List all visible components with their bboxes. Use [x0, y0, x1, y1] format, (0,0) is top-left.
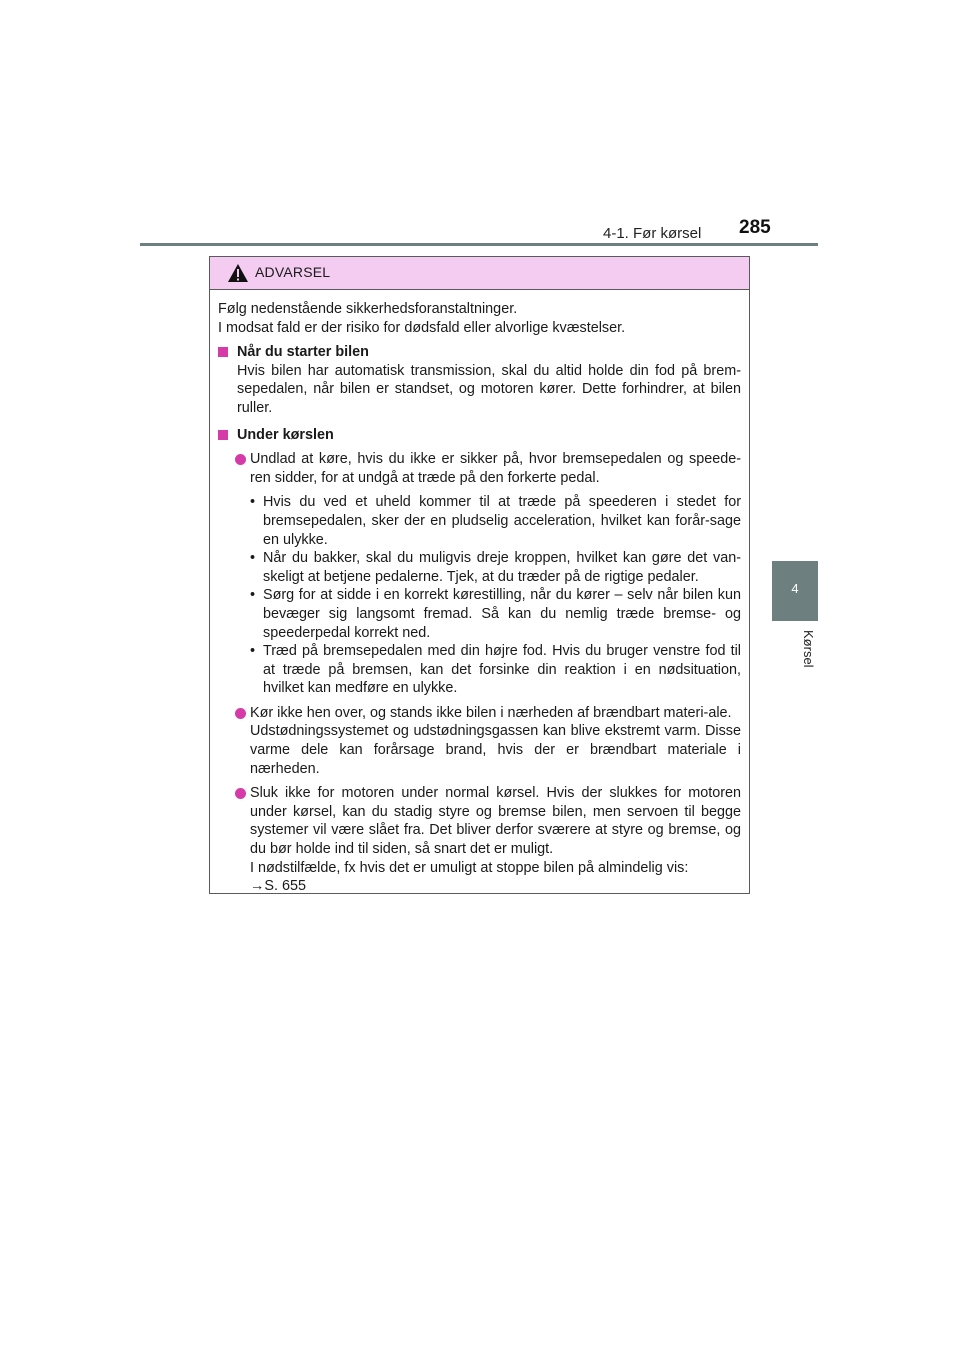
section-text-starting: Hvis bilen har automatisk transmission, skal du altid holde din fod på brem-sepedalen, når bilen er standset, og motoren kører. Dette forhindrer, at bilen ruller.: [237, 362, 741, 416]
warning-box: [209, 256, 750, 894]
intro-line-2: I modsat fald er der risiko for dødsfald eller alvorlige kvæstelser.: [218, 319, 626, 336]
chapter-number: 4: [791, 581, 799, 596]
list-item-text: Sluk ikke for motoren under normal kørsel. Hvis der slukkes for motoren under kørsel, kan du stadig styre og bremse bilen, men servoen til begge systemer vil være slået fra. Det bliver derfor sværere at styre og bremse, og du bør holde ind til siden, så snart det er muligt.: [250, 785, 741, 858]
section-heading-text: Når du starter bilen: [237, 344, 369, 361]
sub-bullet-item: • Når du bakker, skal du muligvis dreje kroppen, hvilket kan gøre det van-skeligt at betjene pedalerne. Tjek, at du træder på de rigtige pedaler.: [250, 550, 741, 585]
list-item-text: Udstødningssystemet og udstødningsgassen kan blive ekstremt varm. Disse varme dele kan forårsage brand, hvis der er brændbart materiale i nærheden.: [250, 723, 741, 777]
sub-bullet-text: Sørg for at sidde i en korrekt kørestilling, når du kører – selv når bilen kun bevæger sig langsomt fremad. Så kan du nemlig træde bremse- og speederpedal korrekt ned.: [263, 587, 741, 641]
intro-line-1: Følg nedenstående sikkerhedsforanstaltninger.: [218, 301, 518, 317]
chapter-tab: [772, 561, 818, 621]
sub-bullet-text: Træd på bremsepedalen med din højre fod. Hvis du bruger venstre fod til at træde på bremsen, kan det forsinke din reaktion i en nødsituation, hvilket kan medføre en ulykke.: [263, 643, 741, 697]
section-label: 4-1. Før kørsel: [603, 225, 702, 242]
list-item: [218, 704, 741, 778]
chapter-label: Kørsel: [801, 630, 816, 668]
sub-bullet-item: • Hvis du ved et uheld kommer til at træde på speederen i stedet for bremsepedalen, sker der en pludselig acceleration, hvilket kan forår-sage en ulykke.: [250, 494, 741, 548]
circle-bullet-icon: [235, 708, 246, 719]
section-heading-text: Under kørslen: [237, 426, 334, 443]
sub-bullet-item: • Sørg for at sidde i en korrekt kørestilling, når du kører – selv når bilen kun bevæger sig langsomt fremad. Så kan du nemlig træde bremse- og speederpedal korrekt ned.: [250, 587, 741, 641]
list-item: [218, 784, 741, 896]
page-reference-link[interactable]: →S. 655: [250, 878, 306, 895]
square-bullet-icon: [218, 430, 228, 440]
list-item-text: Kør ikke hen over, og stands ikke bilen i nærheden af brændbart materi-ale.: [250, 704, 732, 721]
circle-bullet-icon: [235, 788, 246, 799]
list-item: [218, 450, 741, 487]
warning-triangle-icon: [227, 263, 249, 283]
section-heading-driving: [218, 426, 741, 445]
sub-bullet-item: • Træd på bremsepedalen med din højre fod. Hvis du bruger venstre fod til at træde på bremsen, kan det forsinke din reaktion i en nødsituation, hvilket kan medføre en ulykke.: [250, 643, 741, 697]
circle-bullet-icon: [235, 454, 246, 465]
square-bullet-icon: [218, 347, 228, 357]
warning-intro: [218, 300, 741, 337]
sub-bullet-list: [218, 493, 741, 698]
section-heading-starting: [218, 343, 741, 362]
warning-title: ADVARSEL: [255, 264, 331, 280]
warning-content: [210, 290, 749, 896]
page-number: 285: [739, 217, 771, 238]
sub-bullet-text: Når du bakker, skal du muligvis dreje kroppen, hvilket kan gøre det van-skeligt at betjene pedalerne. Tjek, at du træder på de rigtige pedaler.: [263, 550, 741, 585]
header-rule: [140, 243, 818, 246]
sub-bullet-text: Hvis du ved et uheld kommer til at træde på speederen i stedet for bremsepedalen, sker der en pludselig acceleration, hvilket kan forår-sage en ulykke.: [263, 494, 741, 548]
list-item-text: I nødstilfælde, fx hvis det er umuligt at stoppe bilen på almindelig vis:: [250, 859, 689, 876]
warning-header: [210, 257, 749, 290]
list-item-text: Undlad at køre, hvis du ikke er sikker på, hvor bremsepedalen og speede-ren sidder, for at undgå at træde på den forkerte pedal.: [250, 451, 741, 486]
